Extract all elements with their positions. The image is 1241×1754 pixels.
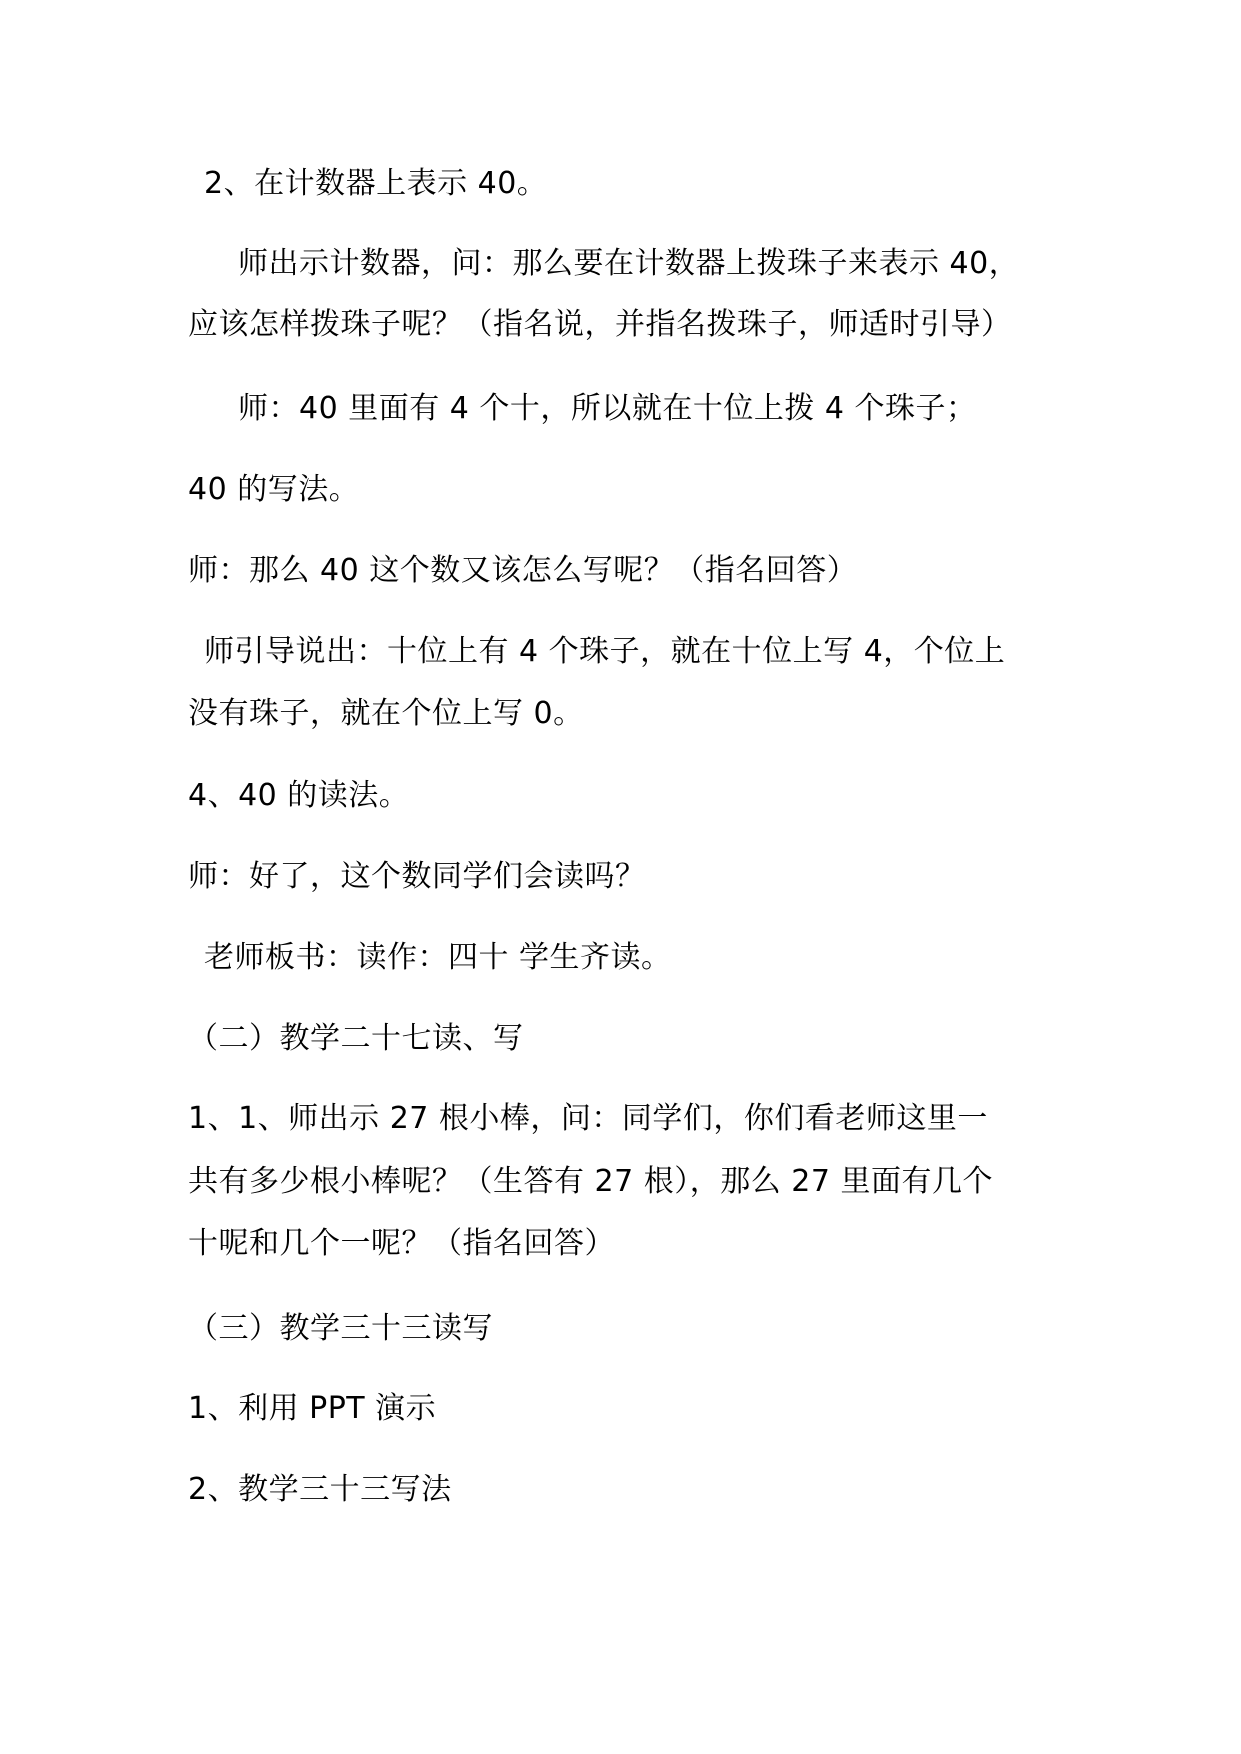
line-ppt-demo: 1、利用 PPT 演示 xyxy=(188,1391,437,1426)
line-counter-heading: 2、在计数器上表示 40。 xyxy=(204,166,548,201)
line-how-to-move-beads: 应该怎样拨珠子呢？（指名说，并指名拨珠子，师适时引导） xyxy=(188,307,1012,342)
line-teacher-shows-counter: 师出示计数器，问：那么要在计数器上拨珠子来表示 40， xyxy=(238,246,1020,281)
line-twenty-seven-sticks: 1、1、师出示 27 根小棒，问：同学们，你们看老师这里一 xyxy=(188,1101,988,1136)
section-heading-thirty-three: （三）教学三十三读写 xyxy=(188,1311,493,1346)
line-can-you-read: 师：好了，这个数同学们会读吗？ xyxy=(188,859,646,894)
line-reading-forty: 4、40 的读法。 xyxy=(188,778,410,813)
line-ones-place-zero: 没有珠子，就在个位上写 0。 xyxy=(188,696,584,731)
line-forty-has-four-tens: 师：40 里面有 4 个十，所以就在十位上拨 4 个珠子； xyxy=(238,391,977,426)
section-heading-twenty-seven: （二）教学二十七读、写 xyxy=(188,1021,524,1056)
line-writing-forty: 40 的写法。 xyxy=(188,472,360,507)
line-how-to-write: 师：那么 40 这个数又该怎么写呢？（指名回答） xyxy=(188,553,858,588)
line-board-writing: 老师板书：读作：四十 学生齐读。 xyxy=(204,940,672,975)
line-teacher-guides: 师引导说出：十位上有 4 个珠子，就在十位上写 4，个位上 xyxy=(204,634,1006,669)
line-writing-thirty-three: 2、教学三十三写法 xyxy=(188,1472,452,1507)
line-how-many-sticks: 共有多少根小棒呢？（生答有 27 根），那么 27 里面有几个 xyxy=(188,1164,993,1199)
line-tens-and-ones: 十呢和几个一呢？（指名回答） xyxy=(188,1226,615,1261)
